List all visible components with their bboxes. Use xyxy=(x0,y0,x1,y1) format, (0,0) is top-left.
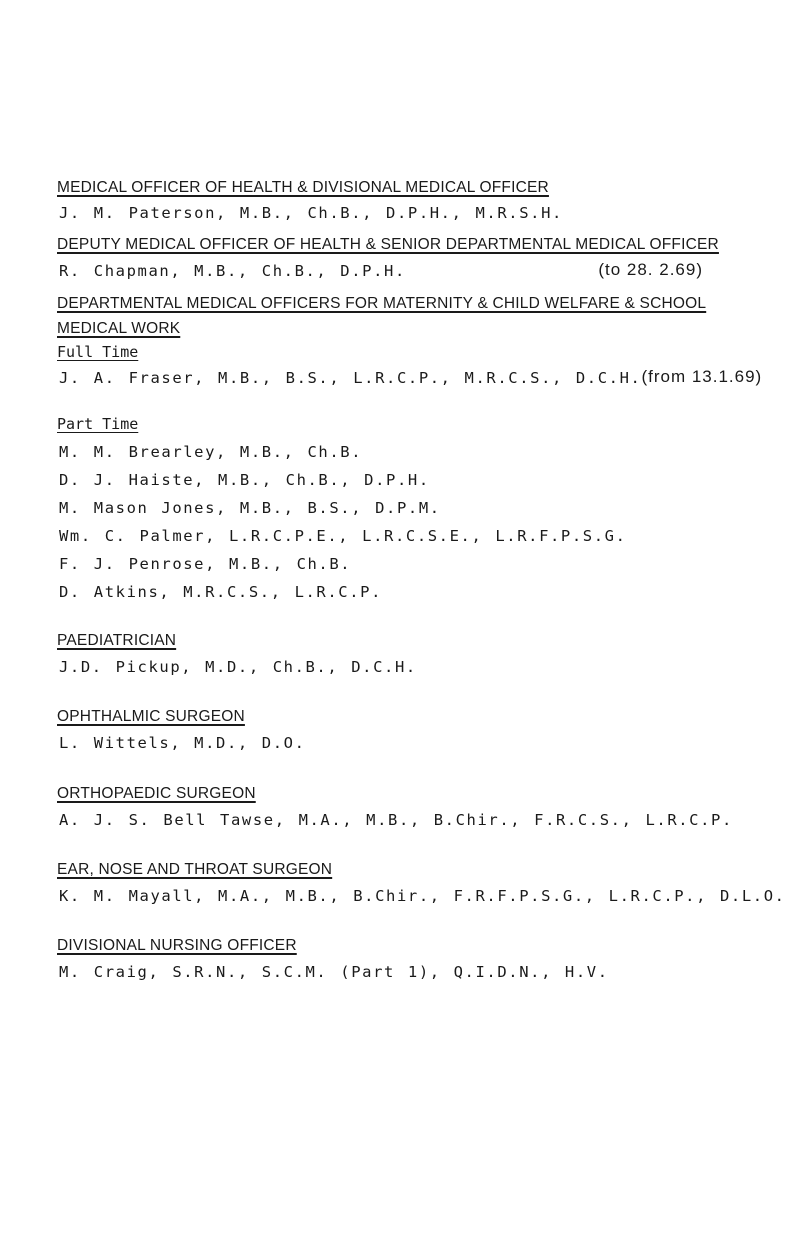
staff-entry-mayall: K. M. Mayall, M.A., M.B., B.Chir., F.R.F.P.S.G., L.R.C.P., D.L.O. xyxy=(59,887,786,905)
subheading-full-time: Full Time xyxy=(57,343,139,361)
staff-entry-brearley: M. M. Brearley, M.B., Ch.B. xyxy=(59,443,363,461)
staff-entry-wittels: L. Wittels, M.D., D.O. xyxy=(59,734,306,752)
section-heading-departmental-mo-line1: DEPARTMENTAL MEDICAL OFFICERS FOR MATERNITY & CHILD WELFARE & SCHOOL xyxy=(57,295,707,312)
staff-entry-haiste: D. J. Haiste, M.B., Ch.B., D.P.H. xyxy=(59,471,430,489)
staff-entry-mason-jones: M. Mason Jones, M.B., B.S., D.P.M. xyxy=(59,499,441,517)
date-note-fraser: (from 13.1.69) xyxy=(641,367,763,386)
section-heading-nursing: DIVISIONAL NURSING OFFICER xyxy=(57,937,297,954)
staff-entry-craig: M. Craig, S.R.N., S.C.M. (Part 1), Q.I.D.N., H.V. xyxy=(59,963,609,981)
staff-entry-penrose: F. J. Penrose, M.B., Ch.B. xyxy=(59,555,352,573)
section-heading-departmental-mo-line2: MEDICAL WORK xyxy=(57,320,181,337)
staff-entry-palmer: Wm. C. Palmer, L.R.C.P.E., L.R.C.S.E., L.R.F.P.S.G. xyxy=(59,527,627,545)
staff-entry-chapman: R. Chapman, M.B., Ch.B., D.P.H. xyxy=(59,262,406,280)
section-heading-ent: EAR, NOSE AND THROAT SURGEON xyxy=(57,861,333,878)
staff-row-fraser xyxy=(59,367,763,389)
staff-entry-bell-tawse: A. J. S. Bell Tawse, M.A., M.B., B.Chir., F.R.C.S., L.R.C.P. xyxy=(59,811,733,829)
staff-entry-fraser: J. A. Fraser, M.B., B.S., L.R.C.P., M.R.C.S., D.C.H. xyxy=(59,369,642,387)
staff-row-chapman xyxy=(59,260,703,282)
section-heading-ophthalmic: OPHTHALMIC SURGEON xyxy=(57,708,245,725)
section-heading-orthopaedic: ORTHOPAEDIC SURGEON xyxy=(57,785,256,802)
subheading-part-time: Part Time xyxy=(57,415,139,433)
date-note-chapman: (to 28. 2.69) xyxy=(598,260,703,279)
staff-entry-paterson: J. M. Paterson, M.B., Ch.B., D.P.H., M.R.S.H. xyxy=(59,204,563,222)
section-heading-deputy-moh: DEPUTY MEDICAL OFFICER OF HEALTH & SENIOR DEPARTMENTAL MEDICAL OFFICER xyxy=(57,236,719,253)
staff-entry-atkins: D. Atkins, M.R.C.S., L.R.C.P. xyxy=(59,583,383,601)
section-heading-paediatrician: PAEDIATRICIAN xyxy=(57,632,177,649)
staff-entry-pickup: J.D. Pickup, M.D., Ch.B., D.C.H. xyxy=(59,658,417,676)
section-heading-moh: MEDICAL OFFICER OF HEALTH & DIVISIONAL MEDICAL OFFICER xyxy=(57,179,549,196)
